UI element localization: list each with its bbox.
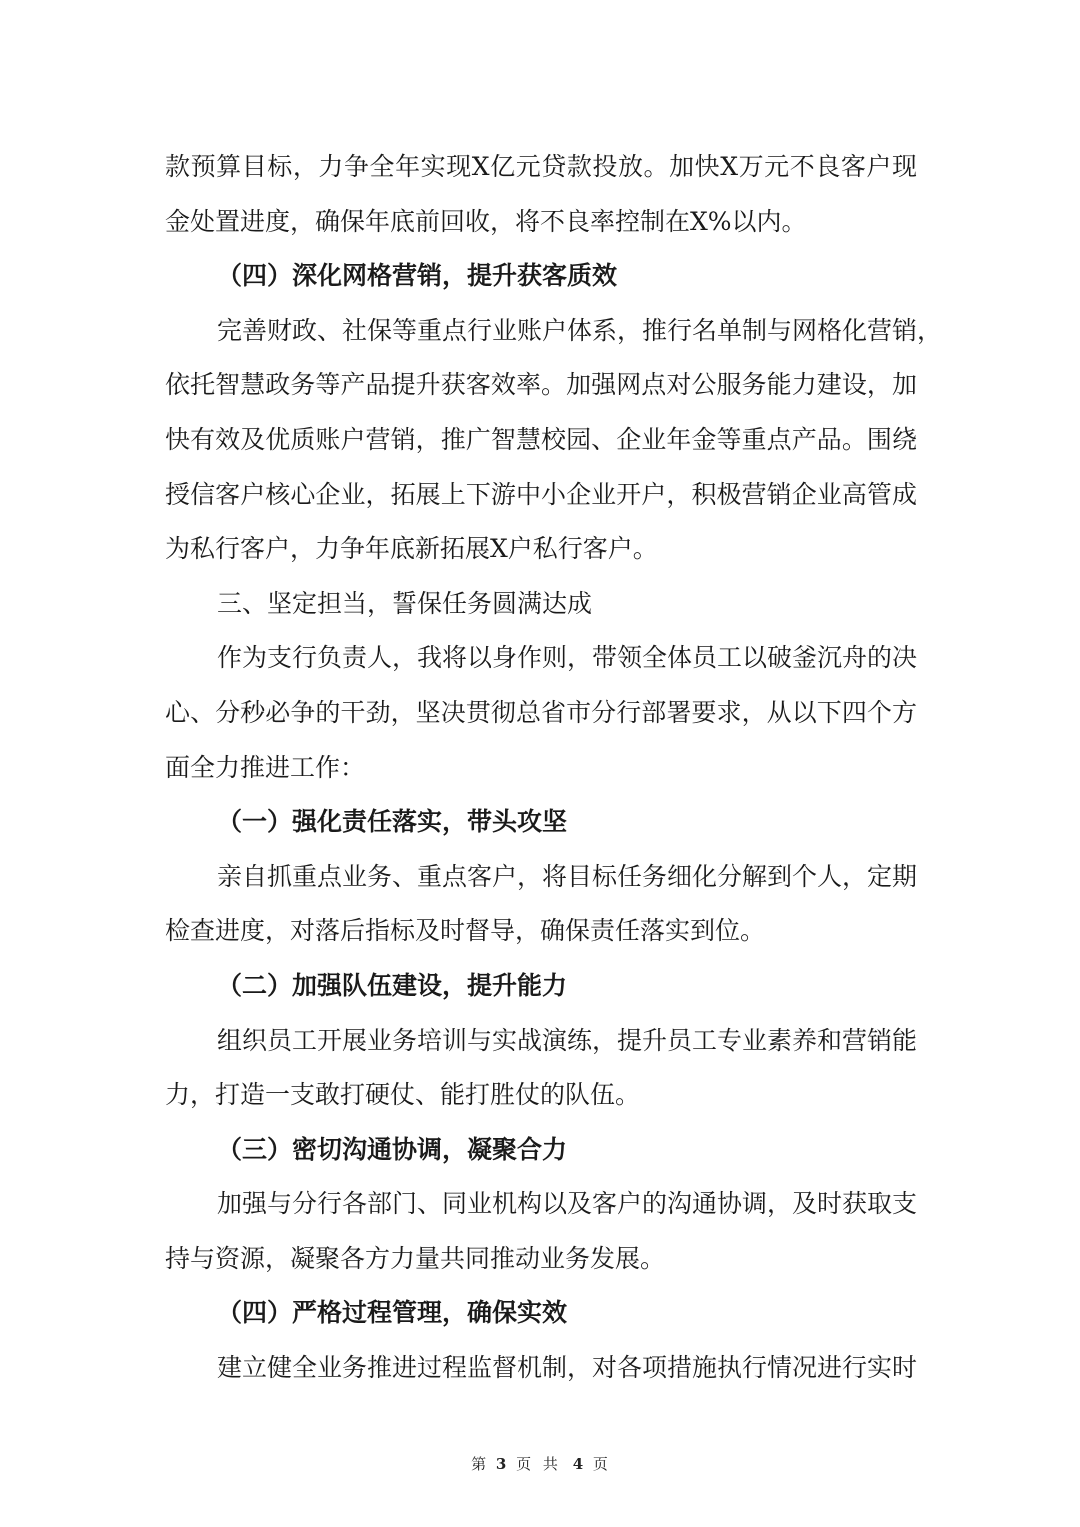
paragraph-line: 款预算目标，力争全年实现X亿元贷款投放。加快X万元不良客户现 <box>165 152 917 181</box>
section-heading: 三、坚定担当，誓保任务圆满达成 <box>217 588 593 618</box>
total-page-number: 4 <box>572 1455 585 1473</box>
paragraph-line: 金处置进度，确保年底前回收，将不良率控制在X%以内。 <box>165 206 807 236</box>
paragraph-line: 组织员工开展业务培训与实战演练，提升员工专业素养和营销能 <box>217 1025 918 1055</box>
paragraph-line: 为私行客户，力争年底新拓展X户私行客户。 <box>165 534 658 564</box>
paragraph-line: 依托智慧政务等产品提升获客效率。加强网点对公服务能力建设，加 <box>165 370 917 400</box>
footer-total-word: 共 <box>542 1455 559 1473</box>
footer-prefix: 第 <box>471 1455 488 1473</box>
paragraph-line: 持与资源，凝聚各方力量共同推动业务发展。 <box>165 1243 666 1273</box>
paragraph-line: 完善财政、社保等重点行业账户体系，推行名单制与网格化营销， <box>217 315 943 345</box>
subsection-heading: （三）密切沟通协调，凝聚合力 <box>217 1134 568 1164</box>
subsection-heading: （四）深化网格营销，提升获客质效 <box>217 261 618 291</box>
subsection-heading: （四）严格过程管理，确保实效 <box>217 1298 568 1328</box>
paragraph-line: 授信客户核心企业，拓展上下游中小企业开户，积极营销企业高管成 <box>165 479 917 509</box>
paragraph-line: 亲自抓重点业务、重点客户，将目标任务细化分解到个人，定期 <box>217 861 918 891</box>
paragraph-line: 建立健全业务推进过程监督机制，对各项措施执行情况进行实时 <box>217 1353 918 1383</box>
paragraph-line: 检查进度，对落后指标及时督导，确保责任落实到位。 <box>165 916 766 946</box>
page-footer <box>0 1453 1080 1474</box>
paragraph-line: 快有效及优质账户营销，推广智慧校园、企业年金等重点产品。围绕 <box>165 424 917 454</box>
footer-suffix: 页 <box>592 1455 609 1473</box>
paragraph-line: 力，打造一支敢打硬仗、能打胜仗的队伍。 <box>165 1080 641 1110</box>
subsection-heading: （二）加强队伍建设，提升能力 <box>217 970 568 1000</box>
subsection-heading: （一）强化责任落实，带头攻坚 <box>217 807 568 837</box>
current-page-number: 3 <box>495 1455 508 1473</box>
document-body <box>165 140 943 1396</box>
paragraph-line: 心、分秒必争的干劲，坚决贯彻总省市分行部署要求，从以下四个方 <box>165 697 917 727</box>
paragraph-line: 面全力推进工作： <box>165 752 366 782</box>
paragraph-line: 作为支行负责人，我将以身作则，带领全体员工以破釜沉舟的决 <box>217 643 918 673</box>
paragraph-line: 加强与分行各部门、同业机构以及客户的沟通协调，及时获取支 <box>217 1189 918 1219</box>
footer-page-word: 页 <box>516 1455 533 1473</box>
